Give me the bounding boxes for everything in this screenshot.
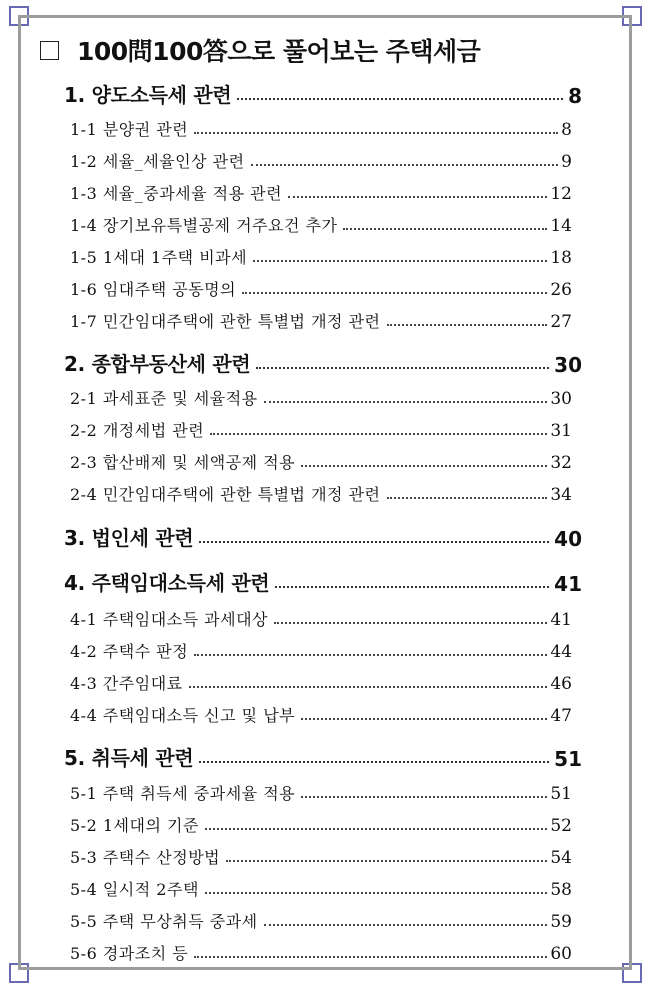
toc-item-page: 9 (561, 152, 572, 172)
dot-leader (274, 622, 547, 624)
toc-item-label: 5-5 주택 무상취득 중과세 (70, 912, 258, 931)
toc-item-label: 5-6 경과조치 등 (70, 944, 189, 963)
toc-item[interactable] (70, 774, 572, 804)
toc-item-page: 27 (550, 312, 572, 332)
checkbox-square-icon (40, 41, 59, 60)
toc-item[interactable] (70, 142, 572, 172)
toc-item[interactable] (70, 270, 572, 300)
toc-item-page: 47 (550, 706, 572, 726)
toc-item-label: 1-4 장기보유특별공제 거주요건 추가 (70, 216, 338, 235)
toc-item-page: 51 (550, 784, 572, 804)
toc-item[interactable] (70, 238, 572, 268)
dot-leader (387, 324, 548, 326)
toc-section-page: 51 (554, 747, 582, 771)
dot-leader (301, 796, 547, 798)
dot-leader (275, 586, 549, 588)
toc-section-2[interactable] (64, 347, 582, 377)
toc-section-4[interactable] (64, 566, 582, 596)
toc-item-label: 4-2 주택수 판정 (70, 642, 189, 661)
toc-item-label: 5-2 1세대의 기준 (70, 816, 199, 835)
toc-item-page: 34 (550, 485, 572, 505)
toc-item-label: 5-4 일시적 2주택 (70, 880, 199, 899)
toc-item[interactable] (70, 806, 572, 836)
toc-item[interactable] (70, 696, 572, 726)
dot-leader (301, 718, 547, 720)
toc-item-page: 60 (550, 944, 572, 964)
toc-item-page: 8 (561, 120, 572, 140)
dot-leader (288, 196, 547, 198)
dot-leader (343, 228, 547, 230)
toc-item[interactable] (70, 475, 572, 505)
dot-leader (226, 860, 547, 862)
dot-leader (264, 401, 548, 403)
toc-item[interactable] (70, 206, 572, 236)
dot-leader (194, 654, 547, 656)
toc-item-page: 14 (550, 216, 572, 236)
toc-item-page: 32 (550, 453, 572, 473)
toc-item[interactable] (70, 411, 572, 441)
toc-item-page: 12 (550, 184, 572, 204)
dot-leader (199, 761, 549, 763)
toc-section-label: 5. 취득세 관련 (64, 746, 194, 770)
toc-item-page: 46 (550, 674, 572, 694)
toc-item[interactable] (70, 870, 572, 900)
toc-item-label: 4-3 간주임대료 (70, 674, 183, 693)
dot-leader (189, 686, 548, 688)
toc-item-page: 58 (550, 880, 572, 900)
dot-leader (210, 433, 547, 435)
toc-section-page: 41 (554, 572, 582, 596)
toc-item[interactable] (70, 110, 572, 140)
toc-item[interactable] (70, 379, 572, 409)
toc-section-page: 40 (554, 527, 582, 551)
toc-item-label: 2-2 개정세법 관련 (70, 421, 205, 440)
document-title-text: 100問100答으로 풀어보는 주택세금 (77, 37, 481, 66)
dot-leader (194, 956, 547, 958)
toc-item-label: 1-2 세율_세율인상 관련 (70, 152, 245, 171)
toc-item-page: 59 (550, 912, 572, 932)
dot-leader (253, 260, 547, 262)
toc-section-label: 1. 양도소득세 관련 (64, 83, 232, 107)
toc-item-label: 2-3 합산배제 및 세액공제 적용 (70, 453, 296, 472)
toc-section-5[interactable] (64, 741, 582, 771)
toc-section-1[interactable] (64, 78, 582, 108)
toc-item[interactable] (70, 302, 572, 332)
toc-item-label: 5-3 주택수 산정방법 (70, 848, 221, 867)
toc-item-label: 1-1 분양권 관련 (70, 120, 189, 139)
toc-section-label: 2. 종합부동산세 관련 (64, 352, 251, 376)
dot-leader (256, 367, 549, 369)
toc-item-label: 2-1 과세표준 및 세율적용 (70, 389, 258, 408)
toc-item-label: 1-6 임대주택 공동명의 (70, 280, 237, 299)
dot-leader (242, 292, 547, 294)
toc-item-label: 1-5 1세대 1주택 비과세 (70, 248, 248, 267)
toc-item[interactable] (70, 664, 572, 694)
toc-item[interactable] (70, 902, 572, 932)
toc-item-page: 31 (550, 421, 572, 441)
toc-item-label: 5-1 주택 취득세 중과세율 적용 (70, 784, 296, 803)
toc-section-page: 8 (568, 84, 582, 108)
toc-item-page: 41 (550, 610, 572, 630)
toc-item[interactable] (70, 838, 572, 868)
toc-item-page: 30 (550, 389, 572, 409)
toc-item-label: 2-4 민간임대주택에 관한 특별법 개정 관련 (70, 485, 381, 504)
toc-item-page: 26 (550, 280, 572, 300)
toc-section-label: 3. 법인세 관련 (64, 526, 194, 550)
toc-item[interactable] (70, 600, 572, 630)
toc-item-page: 54 (550, 848, 572, 868)
dot-leader (194, 132, 558, 134)
toc-item-page: 18 (550, 248, 572, 268)
toc-item-label: 4-4 주택임대소득 신고 및 납부 (70, 706, 296, 725)
toc-item-label: 4-1 주택임대소득 과세대상 (70, 610, 268, 629)
toc-item-page: 52 (550, 816, 572, 836)
toc-item-label: 1-7 민간임대주택에 관한 특별법 개정 관련 (70, 312, 381, 331)
dot-leader (199, 541, 549, 543)
toc-item[interactable] (70, 174, 572, 204)
dot-leader (237, 98, 563, 100)
document-title (38, 30, 480, 70)
dot-leader (205, 892, 547, 894)
dot-leader (251, 164, 559, 166)
toc-item-label: 1-3 세율_중과세율 적용 관련 (70, 184, 283, 203)
toc-item[interactable] (70, 443, 572, 473)
toc-section-page: 30 (554, 353, 582, 377)
toc-item-page: 44 (550, 642, 572, 662)
dot-leader (301, 465, 547, 467)
toc-item[interactable] (70, 934, 572, 964)
toc-item[interactable] (70, 632, 572, 662)
dot-leader (387, 497, 548, 499)
toc-section-label: 4. 주택임대소득세 관련 (64, 571, 270, 595)
dot-leader (205, 828, 547, 830)
dot-leader (264, 924, 548, 926)
toc-section-3[interactable] (64, 521, 582, 551)
